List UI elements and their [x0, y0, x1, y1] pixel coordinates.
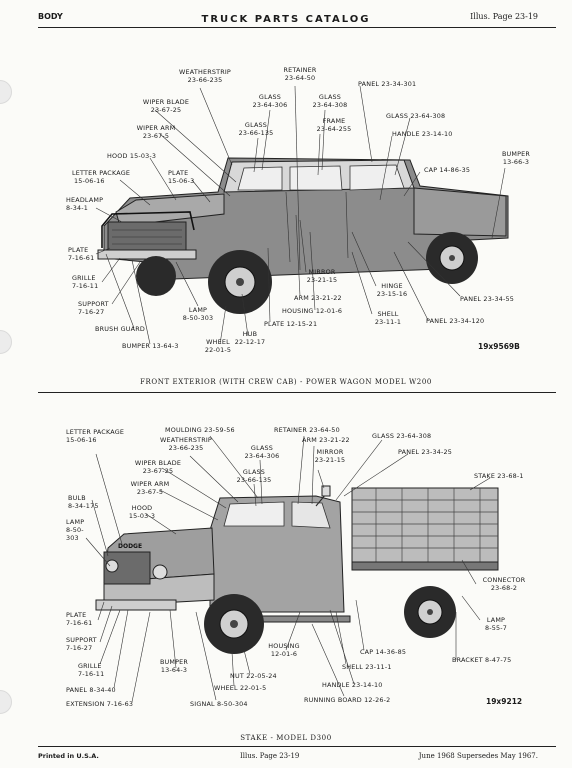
callout-plate-15-06-3: [168, 169, 194, 185]
callout-line-1: SUPPORT: [78, 300, 109, 308]
callout-glass-23-64-308: [372, 432, 431, 440]
callout-line-2: 8-50-303: [182, 314, 214, 322]
callout-nut: [230, 672, 277, 680]
callout-letter-package: [66, 428, 124, 444]
callout-line-2: 23-21-15: [306, 276, 338, 284]
callout-line-1: LETTER PACKAGE: [66, 428, 125, 436]
callout-line-1: PANEL 23-34-301: [358, 80, 417, 88]
callout-line-2: 23-21-15: [314, 456, 346, 464]
callout-line-1: WEATHERSTRIP: [179, 68, 231, 76]
callout-line-1: NUT 22-05-24: [230, 672, 277, 680]
callout-line-1: SHELL 23-11-1: [342, 663, 392, 671]
callout-line-1: BUMPER: [501, 150, 531, 158]
callout-line-2: 23-64-306: [244, 452, 280, 460]
callout-line-2: 8-55-7: [484, 624, 508, 632]
callout-panel-23-34-301: [358, 80, 416, 88]
callout-line-1: BUMPER: [159, 658, 189, 666]
callout-line-1: CAP 14-86-35: [424, 166, 471, 174]
callout-line-1: PLATE: [66, 611, 87, 619]
callout-plate-7-16-61: [68, 246, 94, 262]
callout-weatherstrip: [160, 436, 212, 452]
callout-line-1: WHEEL 22-01-5: [214, 684, 267, 692]
callout-signal: [190, 700, 248, 708]
callout-shell: [342, 663, 392, 671]
callout-wiper-blade: [143, 98, 189, 114]
callout-line-2: 13-64-3: [160, 666, 188, 674]
callout-line-1: GLASS: [242, 468, 266, 476]
callout-line-1: MIRROR: [308, 268, 336, 276]
crew-cab-truck-drawing: [98, 158, 508, 314]
callout-line-1: ARM 23-21-22: [302, 436, 350, 444]
callout-line-1: HANDLE 23-14-10: [322, 681, 383, 689]
callout-line-1: GLASS: [258, 93, 282, 101]
callout-headlamp: [66, 196, 103, 212]
callout-line-1: MIRROR: [316, 448, 344, 456]
callout-cap: [424, 166, 470, 174]
callout-glass-306: [245, 444, 280, 460]
callout-arm: [294, 294, 342, 302]
callout-brush-guard: [95, 325, 145, 333]
callout-line-2: 8-50-: [66, 526, 84, 534]
callout-bumper-front: [122, 342, 179, 350]
callout-panel-23-34-25: [398, 448, 452, 456]
callout-line-2: 23-67-5: [142, 132, 170, 140]
callout-line-2: 15-06-16: [74, 177, 105, 185]
callout-line-2: 15-03-3: [128, 512, 156, 520]
callout-line-1: PANEL 23-34-120: [426, 317, 485, 325]
callout-wiper-arm: [137, 124, 176, 140]
callout-support: [78, 300, 109, 316]
callout-line-1: WIPER ARM: [130, 480, 170, 488]
footer-printed: Printed in U.S.A.: [38, 752, 99, 760]
callout-line-2: 15-06-16: [66, 436, 97, 444]
footer-date: June 1968 Supersedes May 1967.: [418, 752, 538, 760]
figure1-caption: FRONT EXTERIOR (WITH CREW CAB) - POWER WAGON MODEL W200: [140, 378, 432, 386]
callout-grille: [78, 662, 104, 678]
callout-line-1: ARM 23-21-22: [294, 294, 342, 302]
callout-line-2: 23-11-1: [374, 318, 402, 326]
callout-line-1: BRUSH GUARD: [95, 325, 145, 333]
callout-shell: [375, 310, 401, 326]
callout-line-1: WIPER ARM: [136, 124, 176, 132]
callout-wheel: [214, 684, 266, 692]
callout-line-1: PLATE 12-15-21: [264, 320, 318, 328]
callout-line-1: LETTER PACKAGE: [72, 169, 131, 177]
callout-weatherstrip: [179, 68, 231, 84]
callout-hood: [129, 504, 155, 520]
callout-line-2: 7-16-27: [66, 644, 93, 652]
callout-line-2: 23-66-235: [168, 444, 204, 452]
callout-moulding: [165, 426, 235, 434]
callout-extension: [66, 700, 133, 708]
callout-line-1: SIGNAL 8-50-304: [190, 700, 248, 708]
callout-mirror: [315, 448, 346, 464]
callout-line-1: HOUSING 12-01-6: [282, 307, 343, 315]
callout-glass-308: [313, 93, 348, 109]
figure2-code: 19x9212: [486, 697, 523, 706]
callout-connector: [483, 576, 526, 592]
callout-line-1: RETAINER: [283, 66, 317, 74]
callout-line-2: 15-06-3: [168, 177, 195, 185]
callout-line-2: 13-66-3: [502, 158, 530, 166]
callout-support: [66, 636, 97, 652]
callout-line-2: 23-67-25: [150, 106, 182, 114]
callout-housing: [282, 307, 342, 315]
callout-glass-135: [239, 121, 274, 137]
callout-line-2: 23-64-50: [284, 74, 316, 82]
callout-glass-23-64-308: [386, 112, 445, 120]
callout-retainer: [274, 426, 340, 434]
callout-line-1: GLASS: [250, 444, 274, 452]
callout-retainer: [283, 66, 316, 82]
callout-line-2: 7-16-11: [72, 282, 99, 290]
callout-line-1: PANEL 23-34-55: [460, 295, 515, 303]
footer-rule: [38, 746, 556, 747]
callout-running-board: [304, 696, 390, 704]
callout-lamp-rear: [485, 616, 507, 632]
callout-line-1: HANDLE 23-14-10: [392, 130, 453, 138]
callout-line-2: 23-67-5: [136, 488, 164, 496]
callout-line-1: HOOD: [131, 504, 153, 512]
catalog-title: TRUCK PARTS CATALOG: [201, 14, 371, 25]
callout-line-1: HOUSING: [268, 642, 300, 650]
figure1-code: 19x9569B: [478, 342, 520, 351]
callout-arm: [302, 436, 350, 444]
callout-line-1: GLASS: [318, 93, 342, 101]
callout-line-1: GLASS: [244, 121, 268, 129]
callout-frame: [317, 117, 352, 133]
callout-glass-135: [237, 468, 272, 484]
callout-wiper-arm: [131, 480, 170, 496]
callout-wheel: [205, 338, 231, 354]
callout-line-1: HOOD 15-03-3: [107, 152, 157, 160]
callout-mirror: [307, 268, 338, 284]
callout-plate: [66, 611, 92, 627]
figure2-caption: STAKE - MODEL D300: [240, 734, 332, 742]
callout-line-1: SUPPORT: [66, 636, 97, 644]
callout-hinge: [377, 282, 408, 298]
callout-housing: [268, 642, 300, 658]
callout-panel-8-34-40: [66, 686, 116, 694]
callout-line-2: 7-16-61: [68, 254, 95, 262]
callout-line-2: 8-34-175: [68, 502, 99, 510]
callout-line-3: 303: [66, 534, 79, 542]
svg-text:DODGE: DODGE: [118, 543, 143, 550]
callout-line-1: HEADLAMP: [66, 196, 104, 204]
callout-line-1: CONNECTOR: [482, 576, 526, 584]
callout-line-2: 23-15-16: [376, 290, 408, 298]
callout-wiper-blade: [135, 459, 181, 475]
callout-line-1: MOULDING 23-59-56: [165, 426, 235, 434]
figure-divider: [38, 392, 556, 393]
callout-hub: [235, 330, 266, 346]
callout-line-2: 7-16-61: [66, 619, 93, 627]
callout-line-2: 23-68-2: [490, 584, 518, 592]
callout-plate-12-15-21: [264, 320, 317, 328]
callout-line-1: HINGE: [381, 282, 403, 290]
callout-line-2: 23-66-135: [238, 129, 274, 137]
callout-bracket: [452, 656, 511, 664]
callout-line-1: WHEEL: [206, 338, 230, 346]
callout-line-1: WEATHERSTRIP: [160, 436, 212, 444]
callout-line-1: LAMP: [486, 616, 506, 624]
callout-line-2: 23-66-235: [187, 76, 223, 84]
callout-line-1: STAKE 23-68-1: [474, 472, 524, 480]
callout-line-1: WIPER BLADE: [134, 459, 182, 467]
callout-line-2: 12-01-6: [270, 650, 298, 658]
callout-letter-package: [72, 169, 130, 185]
callout-lamp-front: [66, 518, 84, 542]
callout-line-1: PLATE: [168, 169, 189, 177]
callout-line-2: 8-34-1: [66, 204, 89, 212]
section-label: BODY: [38, 12, 63, 21]
callout-line-1: LAMP: [66, 518, 85, 526]
footer-page-ref: Illus. Page 23-19: [240, 752, 300, 760]
callout-line-1: RETAINER 23-64-50: [274, 426, 340, 434]
callout-handle: [392, 130, 453, 138]
callout-line-1: GRILLE: [78, 662, 102, 670]
callout-line-1: LAMP: [188, 306, 208, 314]
callout-handle: [322, 681, 383, 689]
callout-line-1: GRILLE: [72, 274, 96, 282]
callout-bulb: [68, 494, 99, 510]
callout-line-1: PANEL 8-34-40: [66, 686, 116, 694]
callout-line-2: 7-16-11: [78, 670, 105, 678]
stake-truck-drawing: [96, 486, 498, 654]
callout-lamp: [183, 306, 214, 322]
callout-line-1: EXTENSION 7-16-63: [66, 700, 134, 708]
callout-line-1: SHELL: [377, 310, 399, 318]
callout-line-2: 7-16-27: [78, 308, 105, 316]
callout-cap: [360, 648, 406, 656]
callout-line-1: PANEL 23-34-25: [398, 448, 453, 456]
callout-bumper-rear: [502, 150, 530, 166]
callout-panel-23-34-120: [426, 317, 484, 325]
callout-hood: [107, 152, 156, 160]
callout-line-2: 22-12-17: [234, 338, 266, 346]
page-reference: Illus. Page 23-19: [470, 12, 538, 21]
callout-line-2: 23-66-135: [236, 476, 272, 484]
callout-bumper: [160, 658, 188, 674]
callout-line-1: BUMPER 13-64-3: [122, 342, 179, 350]
callout-line-1: FRAME: [322, 117, 346, 125]
callout-line-1: GLASS 23-64-308: [386, 112, 446, 120]
callout-line-1: BULB: [68, 494, 86, 502]
callout-line-2: 23-64-255: [316, 125, 352, 133]
callout-line-2: 23-64-308: [312, 101, 348, 109]
callout-line-1: PLATE: [68, 246, 89, 254]
callout-line-2: 23-64-306: [252, 101, 288, 109]
callout-panel-23-34-55: [460, 295, 514, 303]
callout-line-1: GLASS 23-64-308: [372, 432, 432, 440]
callout-line-2: 22-01-5: [204, 346, 232, 354]
callout-line-1: CAP 14-36-85: [360, 648, 407, 656]
callout-glass-306: [253, 93, 288, 109]
callout-grille: [72, 274, 98, 290]
callout-line-1: BRACKET 8-47-75: [452, 656, 512, 664]
callout-line-2: 23-67-25: [142, 467, 174, 475]
callout-line-1: RUNNING BOARD 12-26-2: [304, 696, 391, 704]
callout-line-1: HUB: [242, 330, 258, 338]
callout-stake: [474, 472, 524, 480]
callout-line-1: WIPER BLADE: [142, 98, 190, 106]
